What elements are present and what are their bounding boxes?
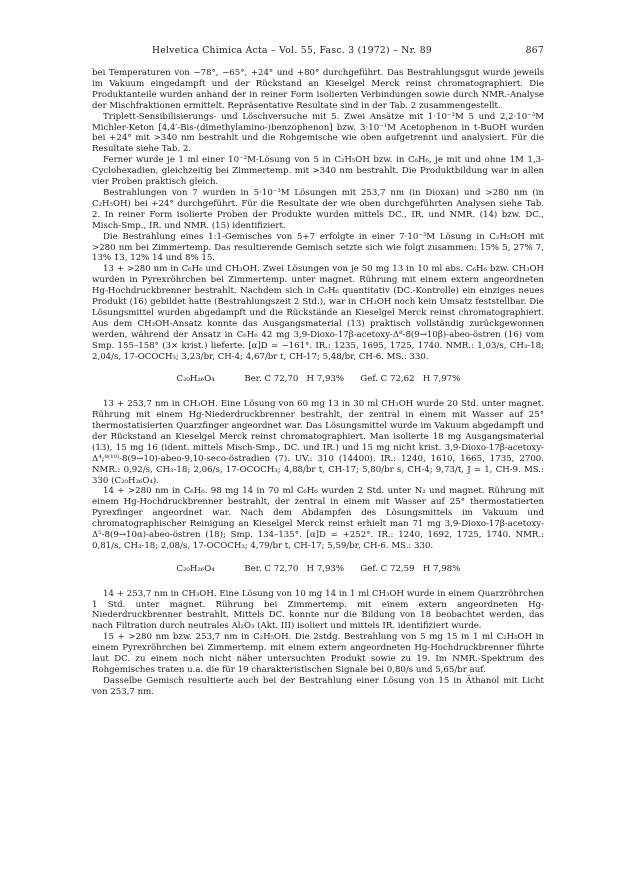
formula-found: Gef. C 72,59 H 7,98% bbox=[360, 563, 461, 574]
paragraph-14-benzene: 14 + >280 nm in C₆H₆. 98 mg 14 in 70 ml C₆H₆ wurden 2 Std. unter N₂ und magnet. Rührung mit einem Hg-Hochdruckbrenner bestrahlt, der zentral in einem mit Wasser auf 25° thermostatierten Pyrexfinger angeordnet war. Nach dem Abdampfen des Lösungsmittels im Vakuum und chromatographischer Reinigung an Kieselgel Merck reinst erhielt man 71 mg 3,9-Dioxo-17β-acetoxy-Δ⁵-8(9→10α)-abeo-östren (18); Smp. 134–135°. [α]D = +252°. IR.: 1240, 1692, 1725, 1740. NMR.: 0,81/s, CH₃-18; 2,08/s, 17-OCOCH₃; 4,79/br t, CH-17; 5,59/br, CH-6. MS.: 330. bbox=[92, 486, 544, 551]
page-number: 867 bbox=[525, 45, 544, 56]
paragraph-13-benzene-methanol: 13 + >280 nm in C₆H₆ und CH₃OH. Zwei Lösungen von je 50 mg 13 in 10 ml abs. C₆H₆ bzw. CH₃OH wurden in Pyrexröhrchen bei Zimmertemp. unter magnet. Rührung mit einem extern angeordneten Hg-Hochdruckbrenner bestrahlt. Nachdem sich in C₆H₆ quantitativ (DC.-Kontrolle) ein einziges neues Produkt (16) gebildet hatte (Bestrahlungszeit 2 Std.), war in CH₃OH noch kein Umsatz feststellbar. Die Lösungsmittel wurden abgedampft und die Rückstände an Kieselgel Merck reinst chromatographiert. Aus dem CH₃OH-Ansatz konnte das Ausgangsmaterial (13) praktisch vollständig zurückgewonnen werden, während der Ansatz in C₆H₆ 42 mg 3,9-Dioxo-17β-acetoxy-Δ⁸-8(9→10β)-abeo-östren (16) vom Smp. 155–158° (3× krist.) lieferte. [α]D = −161°. IR.: 1235, 1695, 1725, 1740. NMR.: 1,03/s, CH₃-18; 2,04/s, 17-OCOCH₃; 3,23/br, CH-4; 4,67/br t, CH-17; 5,48/br, CH-6. MS.: 330. bbox=[92, 264, 544, 362]
formula-name: C₂₀H₂₆O₄ bbox=[176, 374, 215, 385]
elemental-analysis-2 bbox=[92, 553, 544, 586]
paragraph-same-mixture: Dasselbe Gemisch resultierte auch bei der Bestrahlung einer Lösung von 15 in Äthanol mit Licht von 253,7 nm. bbox=[92, 675, 544, 697]
paragraph-13-uv-methanol: 13 + 253,7 nm in CH₃OH. Eine Lösung von 60 mg 13 in 30 ml CH₃OH wurde 20 Std. unter magnet. Rührung mit einem Hg-Niederdruckbrenner bestrahlt, der zentral in einem mit Wasser auf 25° thermostatisierten Quarzfinger angeordnet war. Das Lösungsmittel wurde im Vakuum abgedampft und der Rückstand an Kieselgel Merck reinst chromatographiert. Man isolierte 18 mg Ausgangsmaterial (13), 15 mg 16 (ident. mittels Misch-Smp., DC. und IR.) und 15 mg nicht krist. 3,9-Dioxo-17β-acetoxy-Δ⁴;⁸⁽¹⁰⁾-8(9→10)-abeo-9,10-seco-östradien (7). UV.: 310 (14400). IR.: 1240, 1610, 1665, 1735, 2700. NMR.: 0,92/s, CH₃-18; 2,06/s, 17-OCOCH₃; 4,88/br t, CH-17; 5,80/br s, CH-4; 9,73/t, J = 1, CH-9. MS.: 330 (C₂₀H₂₆O₄). bbox=[92, 399, 544, 486]
paragraph-14-uv-methanol: 14 + 253,7 nm in CH₃OH. Eine Lösung von 10 mg 14 in 1 ml CH₃OH wurde in einem Quarzröhrchen 1 Std. unter magnet. Rührung bei Zimmertemp. mit einem extern angeordneten Hg-Niederdruckbrenner bestrahlt. Mittels DC. konnte nur die Bildung von 18 beobachtet werden, das nach Filtration durch neutrales Al₂O₃ (Akt. III) isoliert und mittels IR. identifiziert wurde. bbox=[92, 588, 544, 632]
article-body bbox=[92, 68, 544, 698]
paragraph-irradiation-7: Bestrahlungen von 7 wurden in 5·10⁻³M Lösungen mit 253,7 nm (in Dioxan) und >280 nm (in C₂H₅OH) bei +24° durchgeführt. Für die Resultate der wie oben durchgeführten Analysen siehe Tab. 2. In reiner Form isolierte Proben der Produkte wurden mittels DC., IR. und NMR. (14) bzw. DC., Misch-Smp., IR. und NMR. (15) identifiziert. bbox=[92, 187, 544, 231]
formula-calculated: Ber. C 72,70 H 7,93% bbox=[244, 374, 345, 385]
running-header bbox=[92, 46, 544, 58]
journal-citation: Helvetica Chimica Acta – Vol. 55, Fasc. 3 (1972) – Nr. 89 bbox=[152, 45, 433, 56]
formula-found: Gef. C 72,62 H 7,97% bbox=[360, 374, 461, 385]
paragraph-15-ethanol: 15 + >280 nm bzw. 253,7 nm in C₂H₅OH. Die 2stdg. Bestrahlung von 5 mg 15 in 1 ml C₂H₅OH in einem Pyrexröhrchen bei Zimmertemp. mit einem extern angeordneten Hg-Hochdruckbrenner führte laut DC. zu einem noch nicht näher untersuchten Produkt sowie zu 19. Im NMR.-Spektrum des Rohgemisches traten u.a. die für 19 charakteristischen Signale bei 0,80/s und 5,65/br auf. bbox=[92, 632, 544, 675]
paragraph-triplet-sensitization: Triplett-Sensibilisierungs- und Löschversuche mit 5. Zwei Ansätze mit 1·10⁻³M 5 und 2,2·10⁻³M Michler-Keton [4,4′-Bis-(dimethylamino-)benzophenon] bzw. 3·10⁻¹M Acetophenon in t-BuOH wurden bei +24° mit >340 nm bestrahlt und die Rohgemische wie oben aufgetrennt und analysiert. Für die Resultate siehe Tab. 2. bbox=[92, 111, 544, 155]
paragraph-mixture-5-7: Die Bestrahlung eines 1:1-Gemisches von 5+7 erfolgte in einer 7·10⁻³M Lösung in C₂H₅OH mit >280 nm bei Zimmertemp. Das resultierende Gemisch setzte sich wie folgt zusammen: 15% 5, 27% 7, 13% 13, 12% 14 und 8% 15. bbox=[92, 231, 544, 264]
elemental-analysis-1 bbox=[92, 363, 544, 396]
formula-name: C₂₀H₂₆O₄ bbox=[176, 563, 215, 574]
paragraph-temperatures: bei Temperaturen von −78°, −65°, +24° und +80° durchgeführt. Das Bestrahlungsgut wurde jeweils im Vakuum eingedampft und der Rückstand an Kieselgel Merck reinst chromatographiert. Die Produktanteile wurden anhand der in reiner Form isolierten Verbindungen sowie durch NMR.-Analyse der Mischfraktionen ermittelt. Repräsentative Resultate sind in der Tab. 2 zusammengestellt. bbox=[92, 68, 544, 111]
formula-calculated: Ber. C 72,70 H 7,93% bbox=[244, 563, 345, 574]
paragraph-quenching: Ferner wurde je 1 ml einer 10⁻²M-Lösung von 5 in C₂H₅OH bzw. in C₆H₆, je mit und ohne 1M 1,3-Cyclohexadien, gleichzeitig bei Zimmertemp. mit >340 nm bestrahlt. Die Produktbildung war in allen vier Proben praktisch gleich. bbox=[92, 155, 544, 188]
